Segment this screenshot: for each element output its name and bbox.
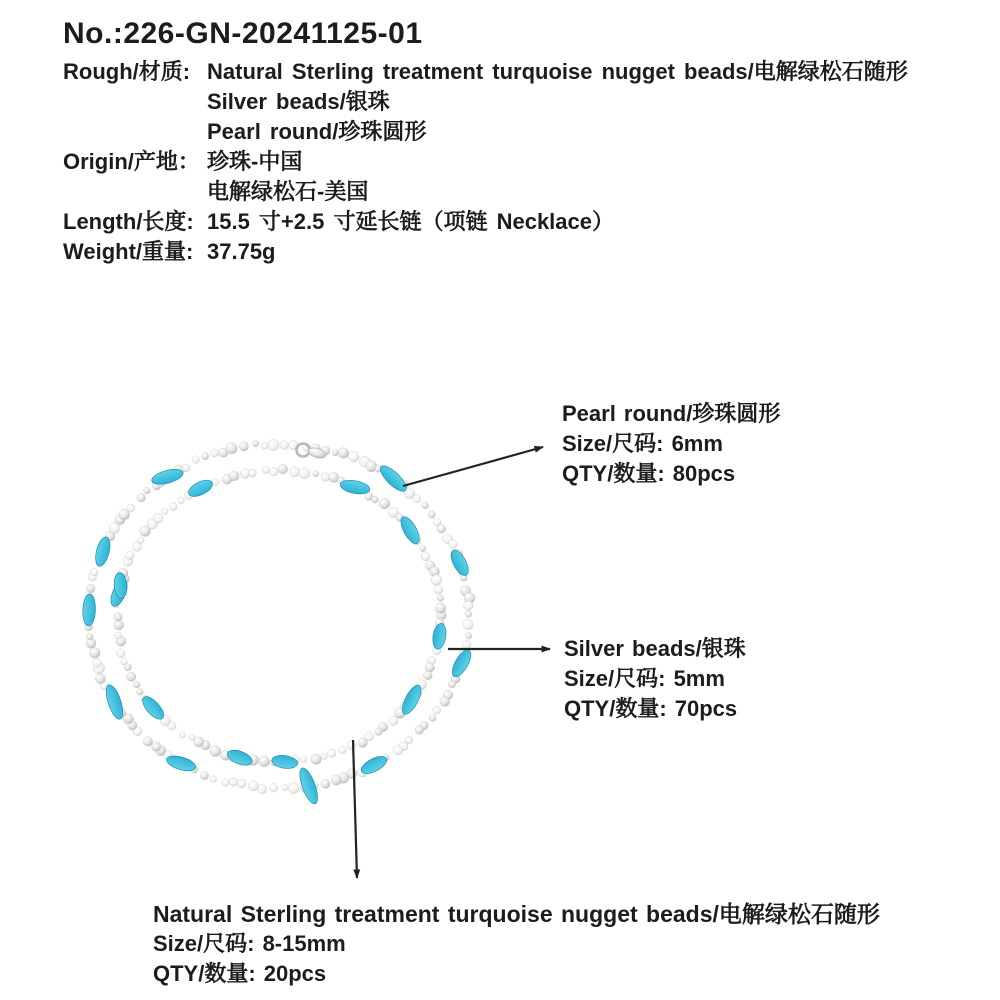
- spec-label-rough: Rough/材质:: [63, 59, 191, 84]
- spec-value-line: 37.75g: [207, 239, 276, 264]
- spec-label-weight: Weight/重量:: [63, 239, 194, 264]
- spec-value-line: Silver beads/银珠: [207, 89, 390, 114]
- spec-value-line: Pearl round/珍珠圆形: [207, 119, 427, 144]
- callout-pearl-title: Pearl round/珍珠圆形: [562, 401, 781, 426]
- spec-row-origin: [63, 147, 963, 207]
- spec-value-line: 电解绿松石-美国: [207, 179, 369, 204]
- callout-silver-title: Silver beads/银珠: [564, 636, 746, 661]
- callout-turquoise-qty: QTY/数量: 20pcs: [153, 961, 327, 986]
- callout-silver-size: Size/尺码: 5mm: [564, 666, 725, 691]
- spec-row-weight: [63, 237, 963, 267]
- necklace-photo: [55, 420, 555, 820]
- spec-label-length: Length/长度:: [63, 209, 194, 234]
- spec-header: [63, 16, 963, 267]
- callout-pearl: [562, 399, 780, 489]
- callout-pearl-size: Size/尺码: 6mm: [562, 431, 723, 456]
- spec-values-origin: [207, 147, 368, 207]
- spec-row-length: [63, 207, 963, 237]
- spec-value-line: 15.5 寸+2.5 寸延长链（项链 Necklace）: [207, 209, 614, 234]
- spec-values-rough: [207, 57, 908, 147]
- spec-label-origin: Origin/产地：: [63, 149, 200, 174]
- spec-value-line: 珍珠-中国: [207, 149, 303, 174]
- callout-turquoise-size: Size/尺码: 8-15mm: [153, 931, 346, 956]
- callout-silver-qty: QTY/数量: 70pcs: [564, 696, 738, 721]
- callout-turquoise: [153, 899, 880, 989]
- callout-pearl-qty: QTY/数量: 80pcs: [562, 461, 736, 486]
- callout-silver: [564, 634, 746, 724]
- document-number: No.:226-GN-20241125-01: [63, 17, 423, 50]
- spec-value-line: Natural Sterling treatment turquoise nugget beads/电解绿松石随形: [207, 59, 908, 84]
- spec-row-rough: [63, 57, 963, 147]
- spec-values-weight: [207, 237, 276, 267]
- callout-turquoise-title: Natural Sterling treatment turquoise nugget beads/电解绿松石随形: [153, 901, 880, 927]
- spec-values-length: [207, 207, 614, 237]
